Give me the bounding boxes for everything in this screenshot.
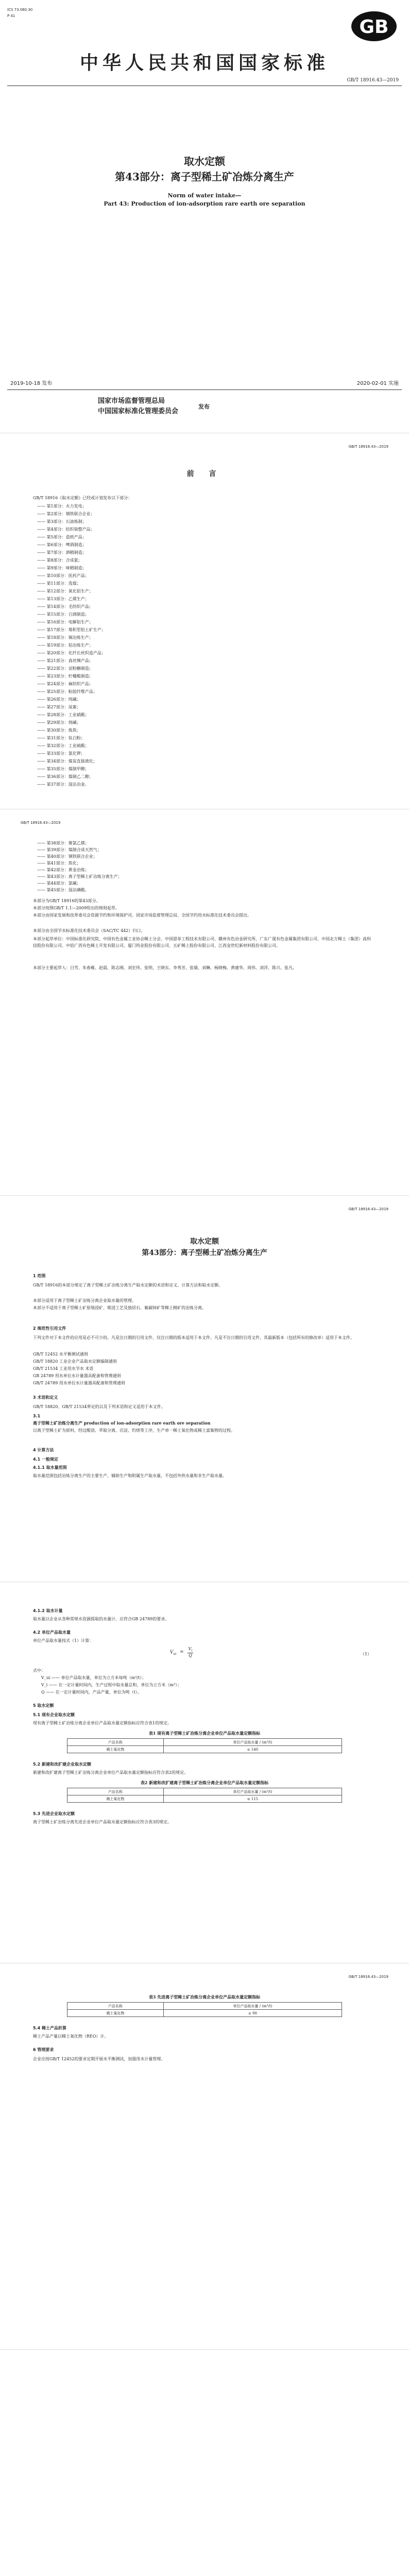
list-item: —— 第10部分：医药产品； [37,573,89,578]
ics-code: ICS 73.060.30 [7,8,33,12]
list-item: —— 第31部分：钛白粉； [37,736,85,740]
publish-word: 发布 [198,403,210,410]
list-item: —— 第24部分：麻纺织产品； [37,682,93,686]
section-5-2-heading: 5.2 新建和改扩建企业取水定额 [33,1762,91,1767]
section-4-1-1-heading: 4.1.1 取水量范围 [33,1465,67,1470]
list-item: —— 第9部分：味精制造； [37,566,87,570]
section-4-1-2-p: 取水量以企业从各种常规水资源提取的水量计，应符合GB 24789的要求。 [33,1617,169,1621]
body-title-2: 第43部分：离子型稀土矿冶炼分离生产 [142,1249,267,1257]
section-4-2-p: 单位产品取水量按式（1）计算： [33,1638,94,1643]
table-header-cell: 单位产品取水量 / (m³/t) [163,2003,342,2010]
list-item: GB/T 24789 用水单位水计量器具配备和管理通则 [33,1381,125,1385]
table-cell: 稀土氧化物 [67,1795,164,1803]
list-item: —— 第30部分：炼焦； [37,728,81,733]
publisher-2: 中国国家标准化管理委员会 [98,408,179,415]
standard-title: 中华人民共和国国家标准 [79,52,329,74]
list-item: —— 第26部分：纯碱； [37,697,81,702]
table-row [67,1739,342,1746]
section-5-4-heading: 5.4 稀土产品折算 [33,2026,66,2030]
foreword-p6: 本部分主要起草人：白雪、朱春雁、赵晨、陈志刚、刘宏伟、张明、王晓东、李秀芳、张瑞、刘琳、杨晓梅、黄建华、周伟、刘洋、陈兴、张凡。 [33,965,297,970]
table-1-caption: 表1 现有离子型稀土矿冶炼分离企业单位产品取水量定额指标 [148,1731,261,1736]
where-item-2: V_i —— 在一定计量时间内，生产过程中取水量总和，单位为立方米（m³）； [41,1683,182,1687]
body-title-1: 取水定额 [190,1238,219,1246]
list-item: —— 第32部分：工业硫酸； [37,743,89,748]
section-1-p3: 本部分不适用于离子型稀土矿原地浸矿、堆浸工艺及独居石、氟碳铈矿等稀土精矿的冶炼分离。 [33,1306,206,1310]
impl-date: 2020-02-01 实施 [356,381,399,386]
cn-title-2: 第43部分：离子型稀土矿冶炼分离生产 [115,171,294,183]
section-3-heading: 3 术语和定义 [33,1395,58,1400]
foreword-p2: 本部分按照GB/T 1.1—2009给出的规则起草。 [33,906,120,910]
where-item-3: Q —— 在一定计量时间内，产品产量，单位为吨（t）。 [41,1690,142,1694]
where-label: 式中： [33,1668,45,1673]
list-item: —— 第12部分：氧化铝生产； [37,589,93,594]
table-header-cell: 产品名称 [67,1788,164,1795]
foreword-title: 前 言 [186,470,223,478]
table-cell: ≤ 90 [163,2010,342,2017]
list-item: —— 第1部分：火力发电； [37,504,87,509]
list-item: —— 第44部分：氯碱； [37,881,81,886]
standard-number: GB/T 18916.43—2019 [347,78,399,83]
list-item: —— 第38部分：聚氯乙烯； [37,841,89,845]
list-item: —— 第41部分：焦化； [37,861,81,866]
page-header: GB/T 18916.43—2019 [21,821,61,825]
table-2 [67,1788,342,1803]
list-item: —— 第21部分：真丝绸产品； [37,658,93,663]
section-4-1-1-p: 取水量范围包括冶炼分离生产的主要生产、辅助生产和附属生产取水量，不包括外供水量和非生产取水量。 [33,1473,227,1478]
section-4-1-2-heading: 4.1.2 取水计量 [33,1608,63,1613]
formula-1: $V_{ui}$ = $\frac{V_i}{Q}$ [170,1647,193,1658]
list-item: —— 第2部分：钢铁联合企业； [37,512,95,516]
list-item: —— 第40部分：钢铁联合企业； [37,854,97,859]
section-1-p1: GB/T 18916的本部分规定了离子型稀土矿冶炼分离生产取水定额的术语和定义、计算方法和取水定额。 [33,1283,223,1287]
list-item: —— 第42部分：黄金冶炼； [37,868,89,872]
foreword-p1: 本部分为GB/T 18916的第43部分。 [33,899,100,903]
list-item: GB 24789 用水单位水计量器具配备和管理通则 [33,1374,121,1378]
reference-list [33,1351,125,1387]
list-item: —— 第39部分：煤制合成天然气； [37,848,101,852]
section-5-3-heading: 5.3 先进企业取水定额 [33,1811,75,1816]
foreword-p3: 本部分由国家发展和改革委员会资源节约和环境保护司、国家市场监督管理总局、全国节约用水标准化技术委员会提出。 [33,913,251,918]
list-item: —— 第33部分：氯化钾； [37,751,85,756]
section-1-p2: 本部分适用于离子型稀土矿冶炼分离企业取水量的管理。 [33,1298,136,1303]
list-item: GB/T 12452 水平衡测试通则 [33,1352,88,1357]
parts-list [37,503,106,789]
section-5-1-p: 现有离子型稀土矿冶炼分离企业单位产品取水量定额指标应符合表1的规定。 [33,1721,172,1725]
list-item: —— 第20部分：化纤长丝织造产品； [37,651,106,655]
section-6-p: 企业应按GB/T 12452的要求定期开展水平衡测试，加强用水计量管理。 [33,2057,165,2061]
list-item: —— 第29部分：烧碱； [37,720,81,725]
where-item-1: V_ui —— 单位产品取水量，单位为立方米每吨（m³/t）； [41,1675,146,1680]
formula-number: （1） [361,1652,372,1656]
list-item: —— 第37部分：湿法冶金。 [37,782,89,787]
list-item: —— 第43部分：离子型稀土矿冶炼分离生产； [37,874,122,879]
table-header-cell: 产品名称 [67,1739,164,1746]
list-item: —— 第28部分：工业硝酸； [37,713,89,717]
list-item: —— 第17部分：堆积型铝土矿生产； [37,628,106,632]
list-item: —— 第11部分：选煤； [37,581,81,586]
section-5-4-p: 稀土产品产量以稀土氧化物（REO）计。 [33,2034,109,2039]
table-row [67,1795,342,1803]
list-item: —— 第25部分：粘胶纤维产品； [37,689,97,694]
page-header: GB/T 18916.43—2019 [348,1975,388,1979]
table-3 [67,2002,342,2017]
list-item: —— 第45部分：湿法磷酸。 [37,888,89,892]
section-1-heading: 1 范围 [33,1274,46,1278]
publisher-1: 国家市场监督管理总局 [98,397,165,405]
table-2-caption: 表2 新建和改扩建离子型稀土矿冶炼分离企业单位产品取水量定额指标 [140,1780,269,1785]
gb-logo [350,10,398,42]
list-item: —— 第23部分：柠檬酸制造； [37,674,93,679]
section-5-1-heading: 5.1 现有企业取水定额 [33,1713,75,1717]
section-3-1-def: 以离子型稀土矿为原料，经过酸溶、萃取分离、沉淀、灼烧等工序，生产单一稀土氧化物或稀土富集物的过程。 [33,1428,235,1433]
foreword-p5: 本部分起草单位：中国标准化研究院、中国有色金属工业协会稀土分会、中国恩菲工程技术有限公司、赣州有色冶金研究所、广东广晟有色金属集团有限公司、中国北方稀土（集团）高科技股份有限公司、中铝广西有色稀土开发有限公司、厦门钨业股份有限公司、五矿稀土股份有限公司、江西金世纪新材料股份有限公司。 [33,937,371,948]
list-item: —— 第18部分：铜冶炼生产； [37,635,93,640]
list-item: —— 第4部分：纺织染整产品； [37,527,95,532]
list-item: —— 第27部分：尿素； [37,705,81,709]
list-item: —— 第5部分：造纸产品； [37,535,87,539]
list-item: —— 第22部分：淀粉糖制造； [37,666,93,671]
list-item: —— 第3部分：石油炼制； [37,519,87,524]
page-header: GB/T 18916.43—2019 [348,1207,388,1211]
table-row [67,2003,342,2010]
section-6-heading: 6 管理要求 [33,2047,54,2052]
list-item: —— 第8部分：合成氨； [37,558,82,563]
list-item: —— 第6部分：啤酒制造； [37,543,87,547]
en-title-1: Norm of water intake— [167,192,242,199]
section-3-p1: GB/T 18820、GB/T 21534界定的以及下列术语和定义适用于本文件。 [33,1404,165,1409]
parts-list-cont [37,840,122,893]
list-item: —— 第16部分：电解铝生产； [37,620,93,624]
table-cell: 稀土氧化物 [67,1746,164,1753]
list-item: —— 第34部分：煤炭直接液化； [37,759,97,764]
list-item: —— 第13部分：乙烯生产； [37,597,89,601]
list-item: —— 第15部分：白酒制造； [37,612,89,617]
section-4-heading: 4 计算方法 [33,1448,54,1452]
table-1 [67,1738,342,1753]
section-3-1-term: 离子型稀土矿冶炼分离生产 production of ion-adsorption rare earth ore separation [33,1420,211,1426]
section-4-2-heading: 4.2 单位产品取水量 [33,1630,71,1635]
list-item: —— 第35部分：煤制甲醇； [37,767,89,771]
section-5-3-p: 离子型稀土矿冶炼分离先进企业单位产品取水量定额指标应符合表3的规定。 [33,1820,172,1824]
issue-date: 2019-10-18 发布 [10,381,53,386]
section-2-p1: 下列文件对于本文件的应用是必不可少的。凡是注日期的引用文件，仅注日期的版本适用于本文件。凡是不注日期的引用文件，其最新版本（包括所有的修改单）适用于本文件。 [33,1335,354,1340]
foreword-p4: 本部分由全国节水标准化技术委员会（SAC/TC 442）归口。 [33,928,145,933]
table-header-cell: 产品名称 [67,2003,164,2010]
section-2-heading: 2 规范性引用文件 [33,1326,66,1331]
table-cell: ≤ 115 [163,1795,342,1803]
section-5-2-p: 新建和改扩建离子型稀土矿冶炼分离企业单位产品取水量定额指标应符合表2的规定。 [33,1770,189,1775]
page-header: GB/T 18916.43—2019 [348,445,388,449]
table-cell: 稀土氧化物 [67,2010,164,2017]
list-item: —— 第19部分：铅冶炼生产； [37,643,93,648]
section-3-1-number: 3.1 [33,1414,41,1418]
cn-title-1: 取水定额 [184,155,225,167]
list-item: —— 第36部分：煤制乙二醇； [37,774,93,779]
section-5-heading: 5 取水定额 [33,1703,54,1708]
table-header-cell: 单位产品取水量 / (m³/t) [163,1788,342,1795]
foreword-intro: GB/T 18916《取水定额》已经或计划发布以下部分： [33,496,132,500]
list-item: —— 第7部分：酒精制造； [37,550,87,555]
table-row [67,2010,342,2017]
table-row [67,1788,342,1795]
list-item: —— 第14部分：毛纺织产品； [37,604,93,609]
table-cell: ≤ 140 [163,1746,342,1753]
table-row [67,1746,342,1753]
gb-logo-text: GB [359,16,389,38]
list-item: GB/T 21534 工业用水节水 术语 [33,1366,94,1371]
ccs-code: P 41 [7,14,15,18]
table-3-caption: 表3 先进离子型稀土矿冶炼分离企业单位产品取水量定额指标 [148,1994,261,1999]
en-title-2: Part 43: Production of ion-adsorption rare earth ore separation [104,200,305,207]
table-header-cell: 单位产品取水量 / (m³/t) [163,1739,342,1746]
list-item: GB/T 18820 工业企业产品取水定额编制通则 [33,1359,117,1364]
section-4-1-heading: 4.1 一般规定 [33,1457,58,1462]
